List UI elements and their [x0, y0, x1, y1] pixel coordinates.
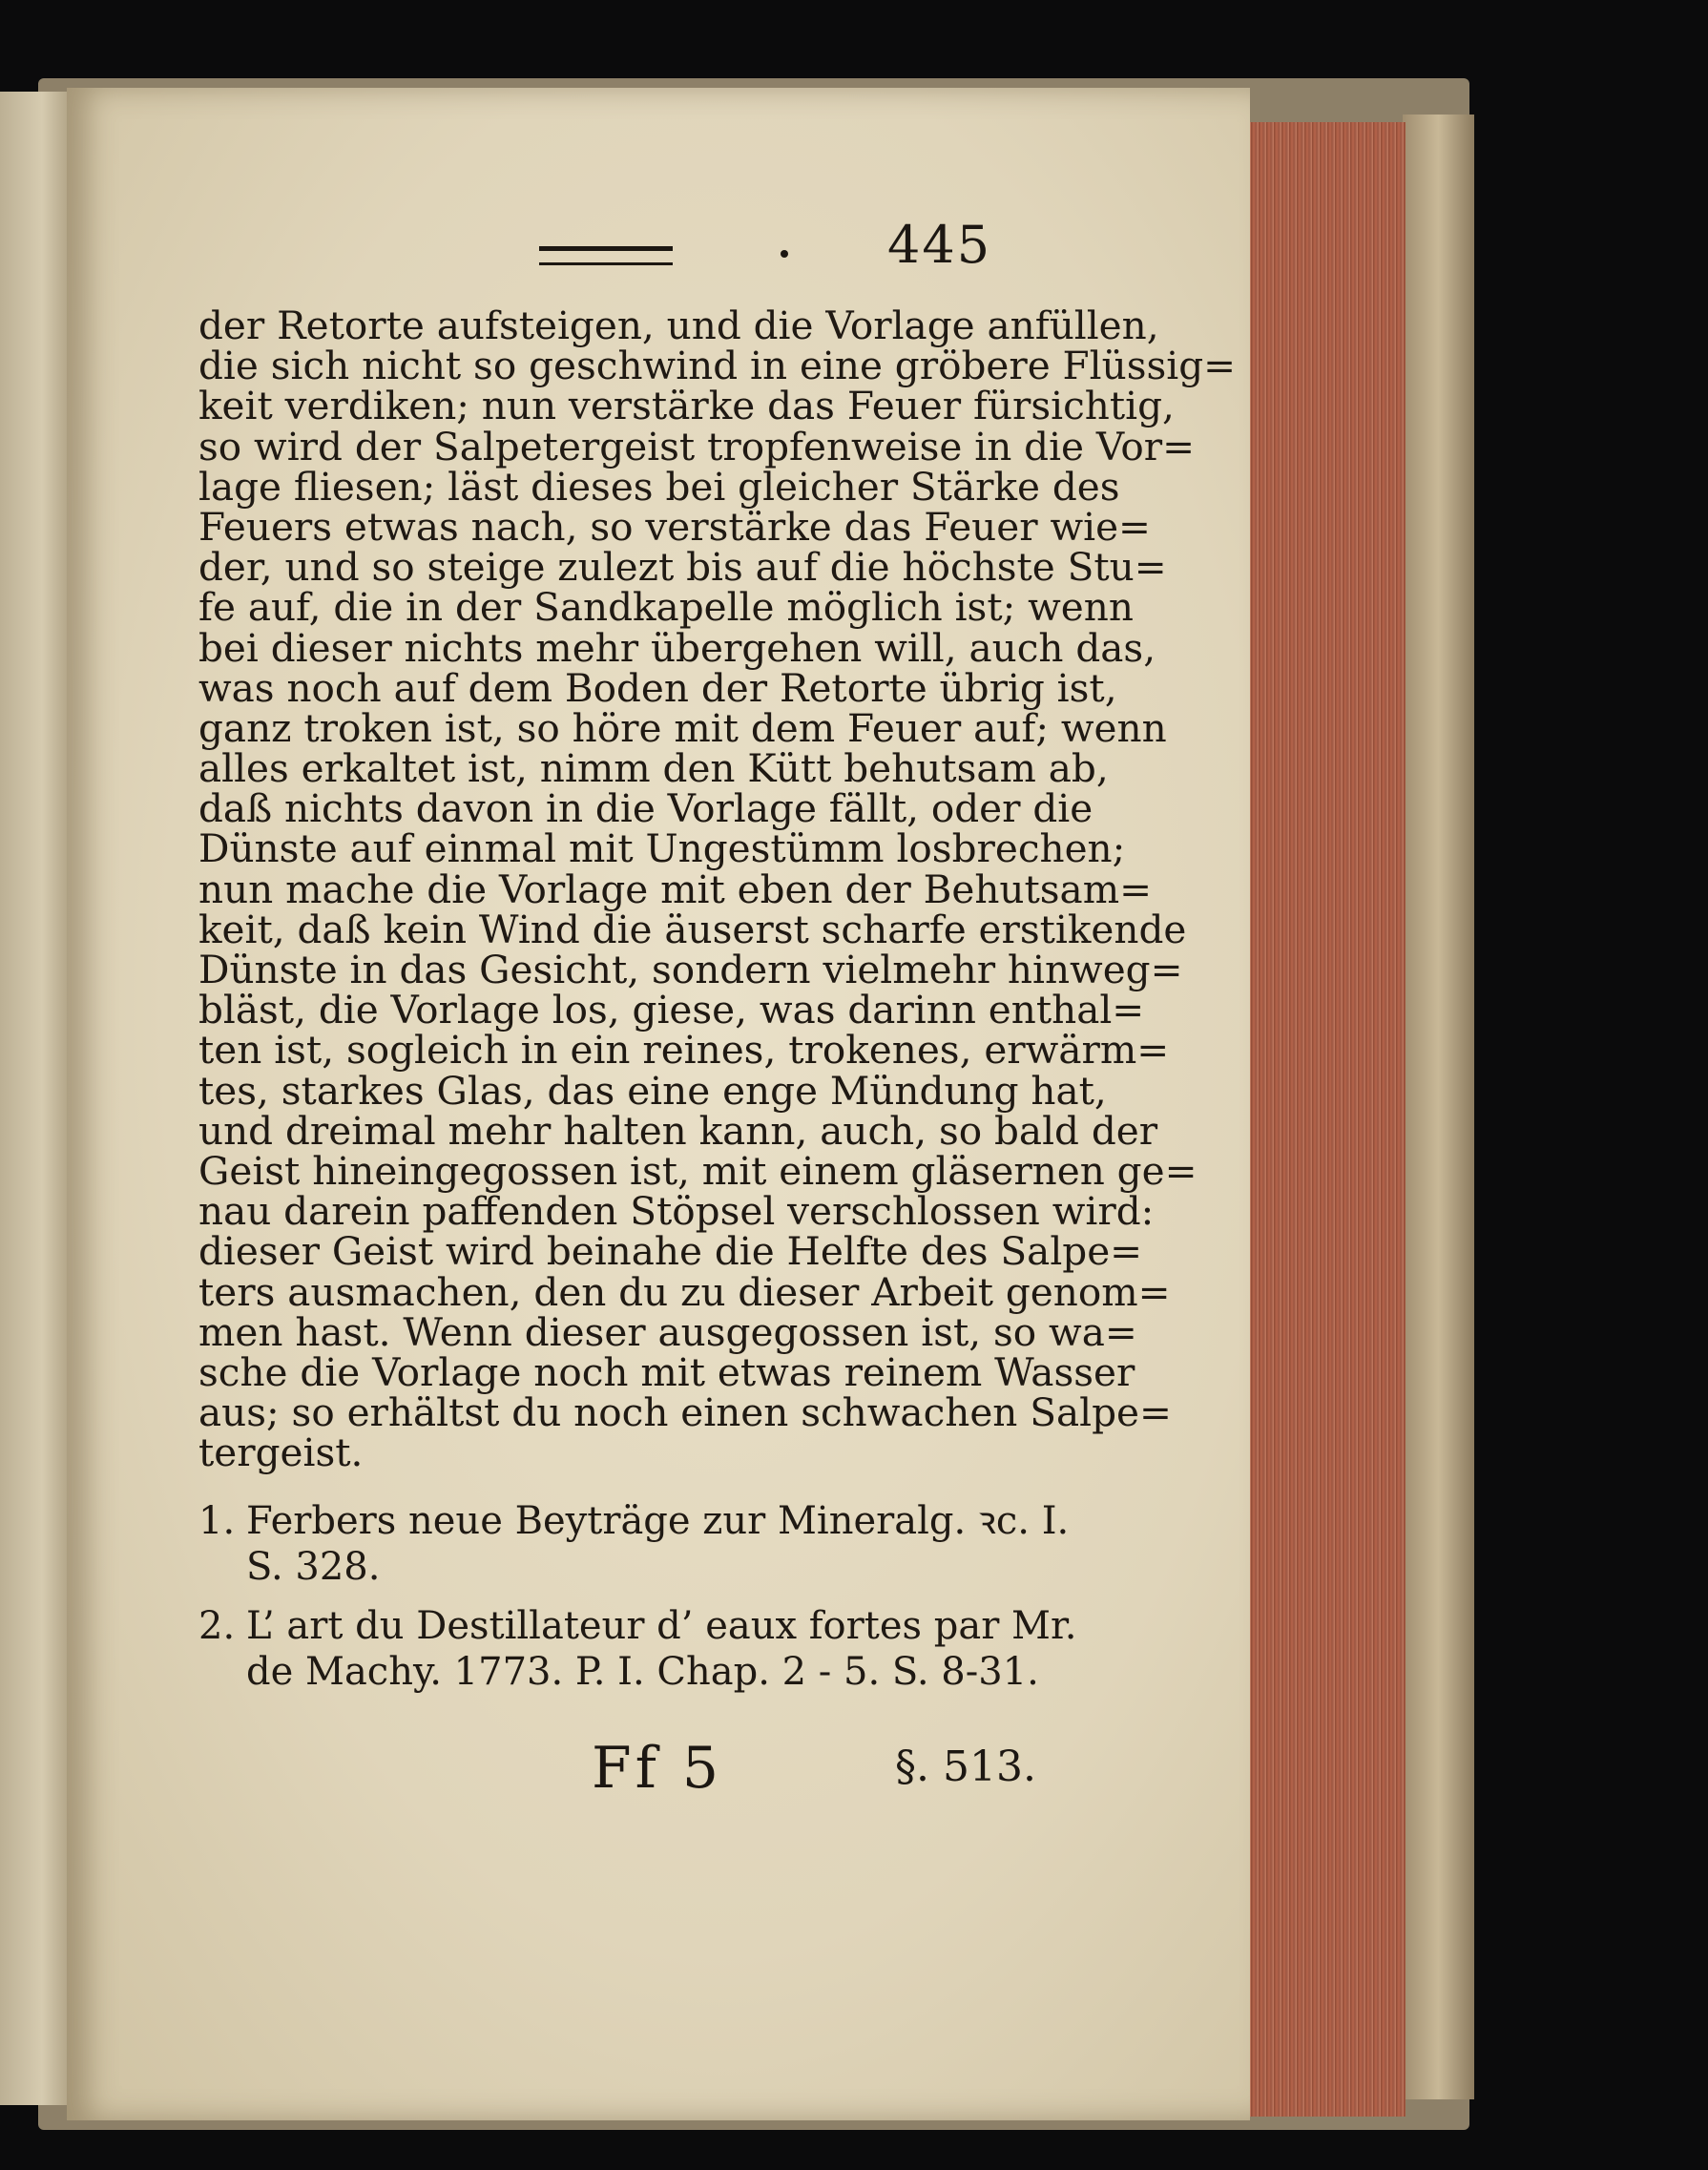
body-line: ganz troken ist, so höre mit dem Feuer auf; wenn [198, 704, 1167, 751]
body-line: und dreimal mehr halten kann, auch, so bald der [198, 1107, 1158, 1154]
footnote-line: L’ art du Destillateur d’ eaux fortes par Mr. [246, 1604, 1077, 1648]
header-rule [539, 246, 673, 265]
body-line: nun mache die Vorlage mit eben der Behutsam= [198, 866, 1153, 912]
body-line: was noch auf dem Boden der Retorte übrig ist, [198, 664, 1117, 711]
footnote-line: S. 328. [246, 1545, 381, 1589]
body-line: keit verdiken; nun verstärke das Feuer fürsichtig, [198, 383, 1175, 429]
body-text [198, 303, 1237, 1476]
body-line: ters ausmachen, den du zu dieser Arbeit genom= [198, 1268, 1171, 1315]
footnote-line: de Machy. 1773. P. I. Chap. 2 - 5. S. 8-31. [246, 1650, 1039, 1694]
body-line: Geist hineingegossen ist, mit einem gläsernen ge= [198, 1147, 1198, 1194]
body-line: daß nichts davon in die Vorlage fällt, oder die [198, 785, 1094, 832]
footnote-1 [198, 1498, 1070, 1590]
body-line: so wird der Salpetergeist tropfenweise in die Vor= [198, 423, 1196, 469]
body-line: der, und so steige zulezt bis auf die höchste Stu= [198, 544, 1167, 591]
body-line: Dünste in das Gesicht, sondern vielmehr hinweg= [198, 947, 1183, 992]
body-line: aus; so erhältst du noch einen schwachen Salpe= [198, 1389, 1172, 1436]
body-line: tergeist. [198, 1429, 364, 1476]
footnote-2 [198, 1603, 1077, 1695]
footnote-line: Ferbers neue Beyträge zur Mineralg. ꝛc. I. [246, 1499, 1070, 1543]
footnote-number: 2. [198, 1604, 236, 1648]
body-line: Feuers etwas nach, so verstärke das Feuer wie= [198, 503, 1151, 550]
catchword: §. 513. [895, 1742, 1036, 1791]
book-edge-shadow [1403, 115, 1474, 2099]
body-line: der Retorte aufsteigen, und die Vorlage anfüllen, [198, 303, 1159, 348]
body-line: lage fliesen; läst dieses bei gleicher Stärke des [198, 463, 1120, 510]
body-line: tes, starkes Glas, das eine enge Mündung hat, [198, 1067, 1107, 1114]
body-line: dieser Geist wird beinahe die Helfte des Salpe= [198, 1228, 1143, 1275]
body-line: men hast. Wenn dieser ausgegossen ist, so wa= [198, 1308, 1137, 1355]
footnotes [198, 1498, 1077, 1708]
left-page-edge [0, 92, 76, 2105]
body-line: alles erkaltet ist, nimm den Kütt behutsam ab, [198, 745, 1109, 792]
body-line: keit, daß kein Wind die äuserst scharfe erstikende [198, 906, 1187, 952]
body-line: fe auf, die in der Sandkapelle möglich ist; wenn [198, 584, 1134, 631]
header-ornament-dot [781, 250, 788, 258]
page-number: 445 [887, 215, 992, 275]
body-line: bläst, die Vorlage los, giese, was darinn enthal= [198, 987, 1145, 1033]
footnote-number: 1. [198, 1499, 236, 1543]
body-line: nau darein paffenden Stöpsel verschlossen wird: [198, 1188, 1155, 1235]
body-line: bei dieser nichts mehr übergehen will, auch das, [198, 624, 1156, 671]
body-line: ten ist, sogleich in ein reines, trokenes, erwärm= [198, 1027, 1170, 1074]
body-line: Dünste auf einmal mit Ungestümm losbrechen; [198, 825, 1126, 872]
page-fore-edge [1240, 122, 1406, 2117]
body-line: sche die Vorlage noch mit etwas reinem Wasser [198, 1348, 1135, 1395]
signature-mark: Ff 5 [592, 1735, 723, 1802]
body-line: die sich nicht so geschwind in eine gröbere Flüssig= [198, 343, 1237, 389]
